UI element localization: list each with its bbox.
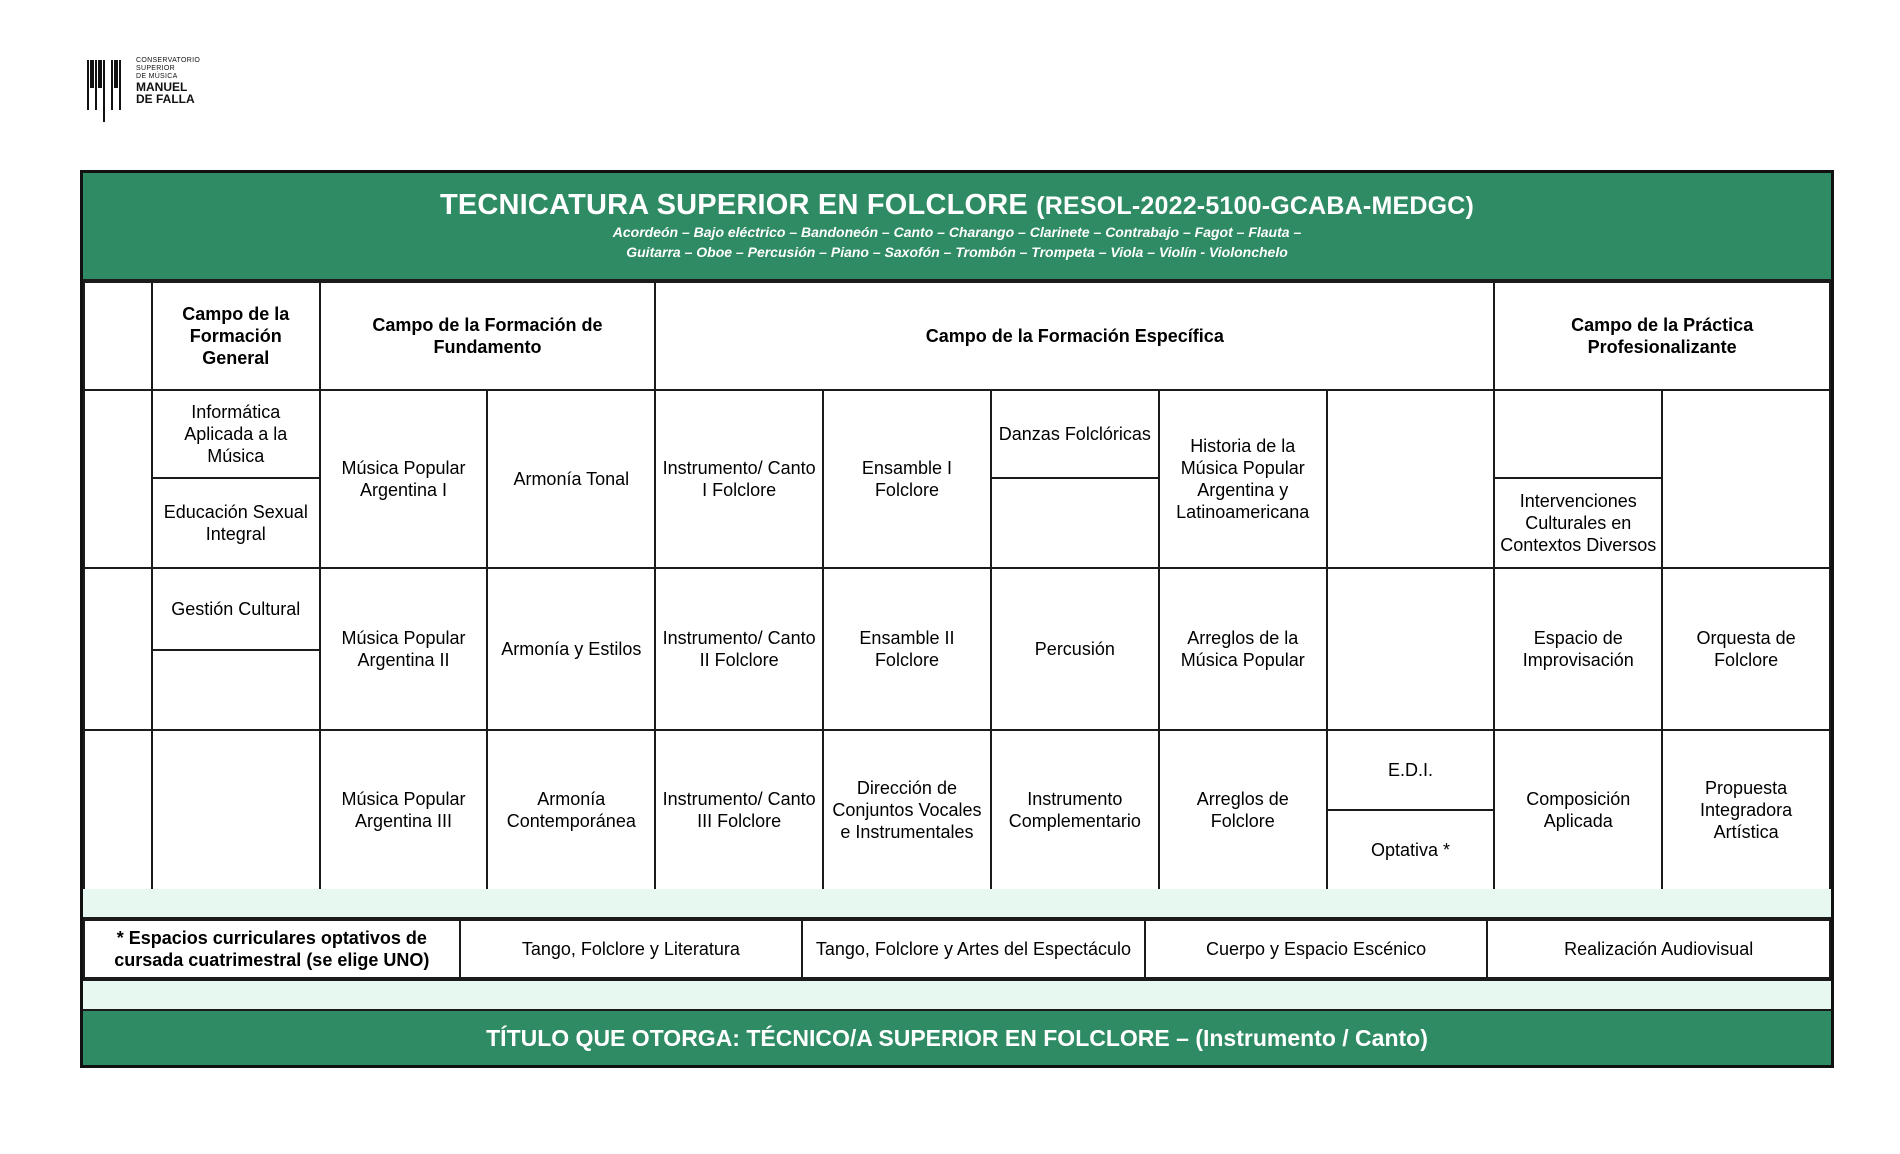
subject-cell: Armonía Tonal xyxy=(487,390,655,568)
subject-cell: Instrumento/ Canto I Folclore xyxy=(655,390,823,568)
empty-cell xyxy=(152,650,320,730)
curriculum-table-frame xyxy=(80,170,1834,1068)
year-label: 1° xyxy=(84,390,152,568)
year-label: 2° xyxy=(84,568,152,730)
degree-title-footer: TÍTULO QUE OTORGA: TÉCNICO/A SUPERIOR EN FOLCLORE – (Instrumento / Canto) xyxy=(83,1011,1831,1065)
instruments-line: Guitarra – Oboe – Percusión – Piano – Saxofón – Trombón – Trompeta – Viola – Violín - Violonchelo xyxy=(626,244,1288,260)
subject-cell: Educación Sexual Integral xyxy=(152,478,320,568)
optativo-option: Cuerpo y Espacio Escénico xyxy=(1145,920,1488,978)
year-label: 3° xyxy=(84,730,152,890)
empty-cell xyxy=(1327,390,1495,568)
page-title xyxy=(83,189,1831,222)
subject-cell: Arreglos de la Música Popular xyxy=(1159,568,1327,730)
logo-line: DE MÚSICA xyxy=(136,73,178,80)
column-header-general: Campo de la Formación General xyxy=(152,282,320,390)
empty-cell xyxy=(991,478,1159,568)
subject-cell: Música Popular Argentina II xyxy=(320,568,488,730)
subject-cell: Instrumento/ Canto II Folclore xyxy=(655,568,823,730)
logo-line: CONSERVATORIO xyxy=(136,57,201,64)
title-text: TECNICATURA SUPERIOR EN FOLCLORE xyxy=(439,189,1028,221)
optativos-row xyxy=(83,919,1831,979)
subject-cell: Instrumento/ Canto III Folclore xyxy=(655,730,823,890)
subject-cell: Espacio de Improvisación xyxy=(1494,568,1662,730)
logo-line: SUPERIOR xyxy=(136,65,175,72)
subject-cell: Armonía y Estilos xyxy=(487,568,655,730)
spacer-strip xyxy=(83,889,1831,917)
subject-cell: Música Popular Argentina I xyxy=(320,390,488,568)
empty-cell xyxy=(1494,390,1662,478)
subject-cell: Historia de la Música Popular Argentina y Latinoamericana xyxy=(1159,390,1327,568)
empty-cell xyxy=(1662,390,1830,568)
table-header xyxy=(83,173,1831,279)
subject-cell: E.D.I. xyxy=(1327,730,1495,810)
subject-cell: Orquesta de Folclore xyxy=(1662,568,1830,730)
subject-cell: Música Popular Argentina III xyxy=(320,730,488,890)
optativo-option: Tango, Folclore y Literatura xyxy=(460,920,803,978)
optativos-label: * Espacios curriculares optativos de cursada cuatrimestral (se elige UNO) xyxy=(84,920,460,978)
optativo-option: Tango, Folclore y Artes del Espectáculo xyxy=(802,920,1145,978)
instruments-line: Acordeón – Bajo eléctrico – Bandoneón – Canto – Charango – Clarinete – Contrabajo – Fagot – Flauta – xyxy=(612,224,1302,240)
subject-cell: Percusión xyxy=(991,568,1159,730)
column-header-practica: Campo de la Práctica Profesionalizante xyxy=(1494,282,1830,390)
subject-cell: Informática Aplicada a la Música xyxy=(152,390,320,478)
subject-cell: Instrumento Complementario xyxy=(991,730,1159,890)
subject-cell: Ensamble I Folclore xyxy=(823,390,991,568)
logo-name-line: MANUEL xyxy=(136,80,188,94)
subject-cell: Ensamble II Folclore xyxy=(823,568,991,730)
conservatorio-logo xyxy=(86,57,216,123)
curriculum-grid xyxy=(83,281,1831,891)
subject-cell: Optativa * xyxy=(1327,810,1495,890)
optativo-option: Realización Audiovisual xyxy=(1487,920,1830,978)
column-header-fundamento: Campo de la Formación de Fundamento xyxy=(320,282,656,390)
empty-cell xyxy=(152,730,320,890)
subject-cell: Propuesta Integradora Artística xyxy=(1662,730,1830,890)
subject-cell: Gestión Cultural xyxy=(152,568,320,650)
subject-cell: Danzas Folclóricas xyxy=(991,390,1159,478)
subject-cell: Intervenciones Culturales en Contextos Diversos xyxy=(1494,478,1662,568)
subject-cell: Composición Aplicada xyxy=(1494,730,1662,890)
piano-keys-icon xyxy=(86,57,130,123)
column-header-especifica: Campo de la Formación Específica xyxy=(655,282,1494,390)
column-header-year: Año xyxy=(84,282,152,390)
resolution-text: (RESOL-2022-5100-GCABA-MEDGC) xyxy=(1036,192,1475,220)
empty-cell xyxy=(1327,568,1495,730)
subject-cell: Armonía Contemporánea xyxy=(487,730,655,890)
logo-name-line: DE FALLA xyxy=(136,92,195,106)
subject-cell: Dirección de Conjuntos Vocales e Instrumentales xyxy=(823,730,991,890)
subject-cell: Arreglos de Folclore xyxy=(1159,730,1327,890)
spacer-strip xyxy=(83,981,1831,1009)
